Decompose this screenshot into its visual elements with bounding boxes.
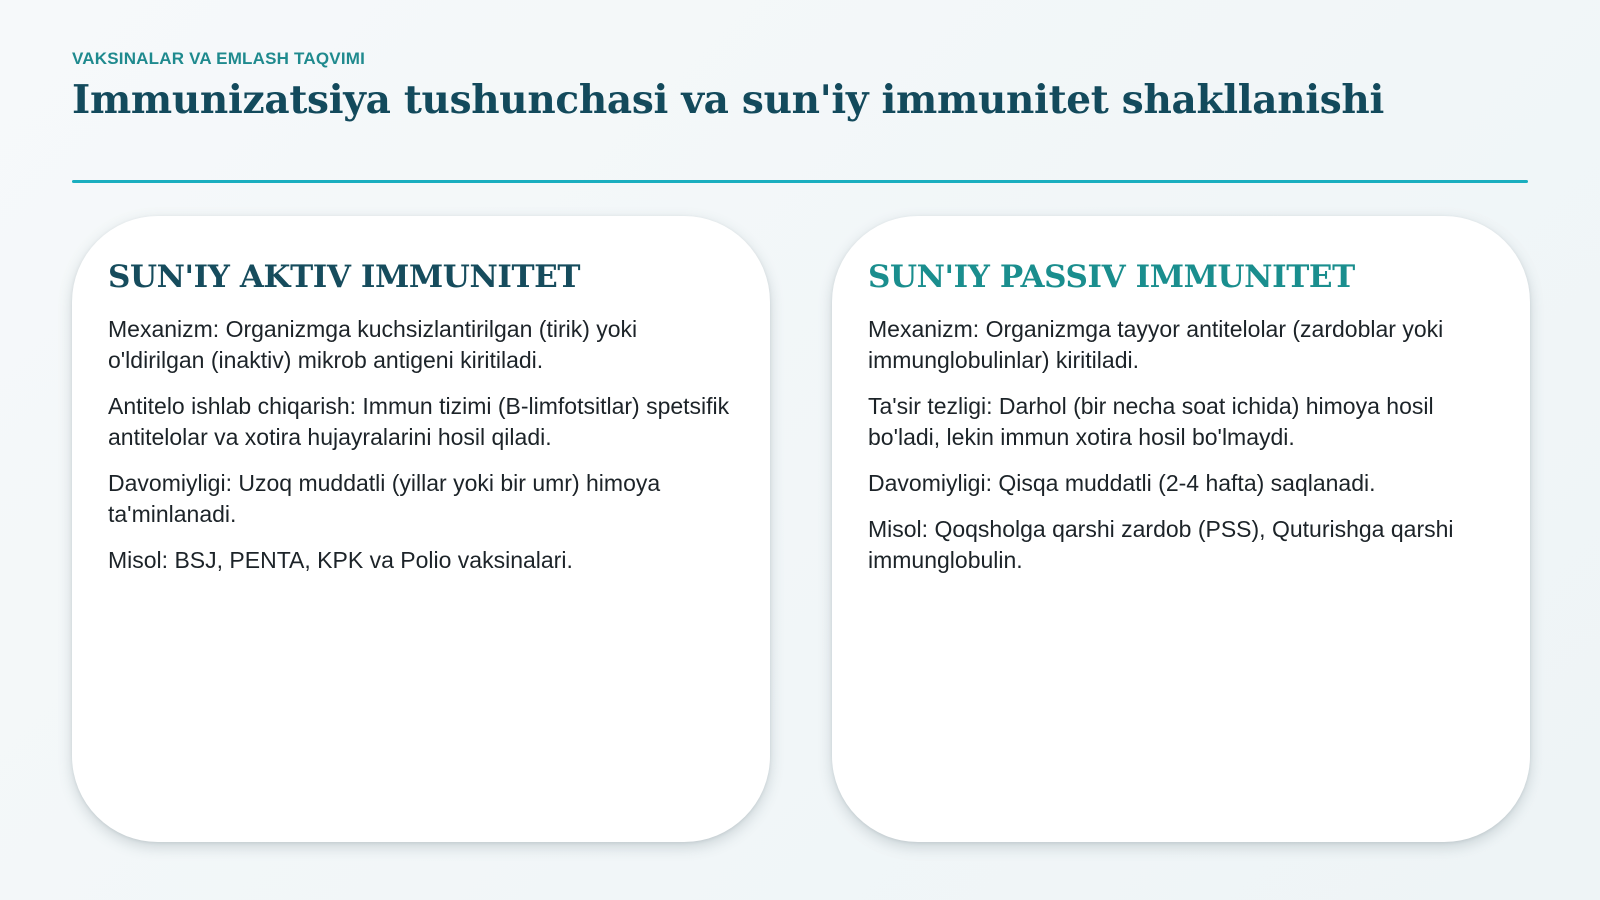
passive-speed-text: Ta'sir tezligi: Darhol (bir necha soat ichida) himoya hosil bo'ladi, lekin immun xotira hosil bo'lmaydi.: [868, 393, 1434, 450]
slide-title: Immunizatsiya tushunchasi va sun'iy immunitet shakllanishi: [72, 77, 1384, 123]
passive-duration-text: Davomiyligi: Qisqa muddatli (2-4 hafta) saqlanadi.: [868, 470, 1376, 496]
passive-mechanism-text: Mexanizm: Organizmga tayyor antitelolar (zardoblar yoki immunglobulinlar) kiritiladi.: [868, 316, 1444, 373]
header-divider: [72, 180, 1528, 183]
slide-header: [72, 48, 1528, 126]
active-mechanism-text: Mexanizm: Organizmga kuchsizlantirilgan (tirik) yoki o'ldirilgan (inaktiv) mikrob antigeni kiritiladi.: [108, 316, 638, 373]
active-example-text: Misol: BSJ, PENTA, KPK va Polio vaksinalari.: [108, 547, 573, 573]
passive-immunity-card: [832, 216, 1530, 842]
section-eyebrow: VAKSINALAR VA EMLASH TAQVIMI: [72, 49, 366, 68]
passive-immunity-heading: SUN'IY PASSIV IMMUNITET: [868, 259, 1355, 295]
active-immunity-heading: SUN'IY AKTIV IMMUNITET: [108, 259, 581, 295]
active-duration-text: Davomiyligi: Uzoq muddatli (yillar yoki bir umr) himoya ta'minlanadi.: [108, 470, 661, 527]
active-antibody-text: Antitelo ishlab chiqarish: Immun tizimi (B-limfotsitlar) spetsifik antitelolar va xotira hujayralarini hosil qiladi.: [108, 393, 730, 450]
active-immunity-card: [72, 216, 770, 842]
passive-example-text: Misol: Qoqsholga qarshi zardob (PSS), Quturishga qarshi immunglobulin.: [868, 516, 1454, 573]
